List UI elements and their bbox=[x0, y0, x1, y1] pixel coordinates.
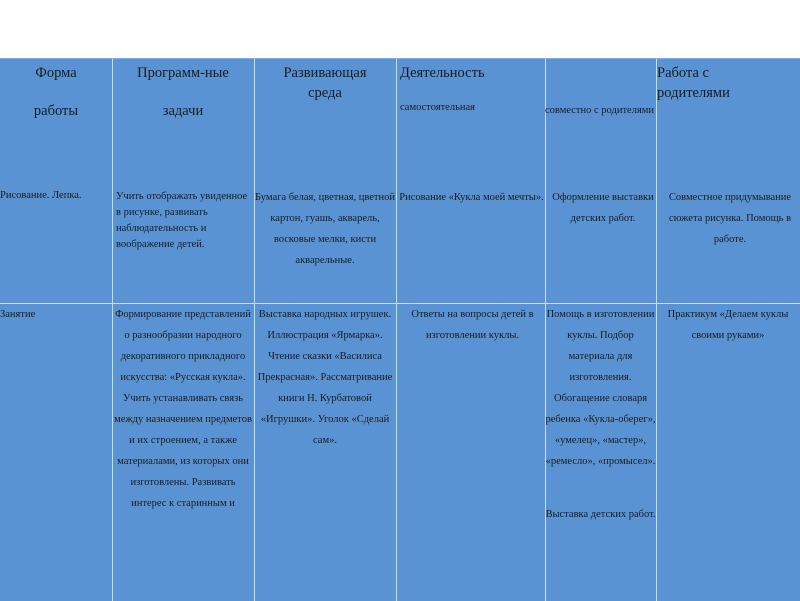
row2-self: Ответы на вопросы детей в изготовлении куклы. bbox=[411, 309, 534, 341]
row2-form: Занятие bbox=[0, 309, 36, 320]
header-form: Форма работы bbox=[33, 65, 79, 119]
row2-tasks: Формирование представлений о разнообразии народного декоративного прикладного искусства: «Русская кукла». Учить устанавливать связь между назначением предметов и их строением, а также материалами, из которых они изготовлены. Развивать интерес к старинным и bbox=[114, 309, 252, 509]
row1-joint: Оформление выставки детских работ. bbox=[552, 192, 654, 224]
row2-environment: Выставка народных игрушек. Иллюстрация «Ярмарка». Чтение сказки «Василиса Прекрасная». Рассматривание книги Н. Курбатовой «Игрушки». Уголок «Сделай сам». bbox=[257, 309, 393, 446]
header-joint: совместно с родителями bbox=[545, 105, 655, 116]
row1-parents: Совместное придумывание сюжета рисунка. Помощь в работе. bbox=[668, 192, 792, 245]
header-parents: Работа с родителями bbox=[657, 65, 730, 101]
row1-environment: Бумага белая, цветная, цветной картон, гуашь, акварель, восковые мелки, кисти акварельные. bbox=[255, 192, 395, 266]
row1-tasks: Учить отображать увиденное в рисунке, развивать наблюдательность и воображение детей. bbox=[116, 191, 248, 250]
header-tasks: Программ-ные задачи bbox=[137, 65, 229, 119]
column-divider bbox=[396, 59, 397, 601]
row2-joint: Помощь в изготовлении куклы. Подбор материала для изготовления. Обогащение словаря ребенка «Кукла-оберег», «умелец», «мастер», «ремесло», «промысел». bbox=[545, 309, 656, 467]
header-activity: Деятельность bbox=[400, 65, 485, 81]
header-environment: Развивающая среда bbox=[283, 65, 367, 101]
row1-form: Рисование. Лепка. bbox=[0, 190, 82, 201]
activity-table bbox=[0, 58, 800, 601]
row2-parents: Практикум «Делаем куклы своими руками» bbox=[667, 309, 789, 341]
header-self: самостоятельная bbox=[400, 102, 475, 113]
row2-joint-exhibit: Выставка детских работ. bbox=[545, 509, 656, 520]
row1-self: Рисование «Кукла моей мечты». bbox=[399, 192, 544, 203]
